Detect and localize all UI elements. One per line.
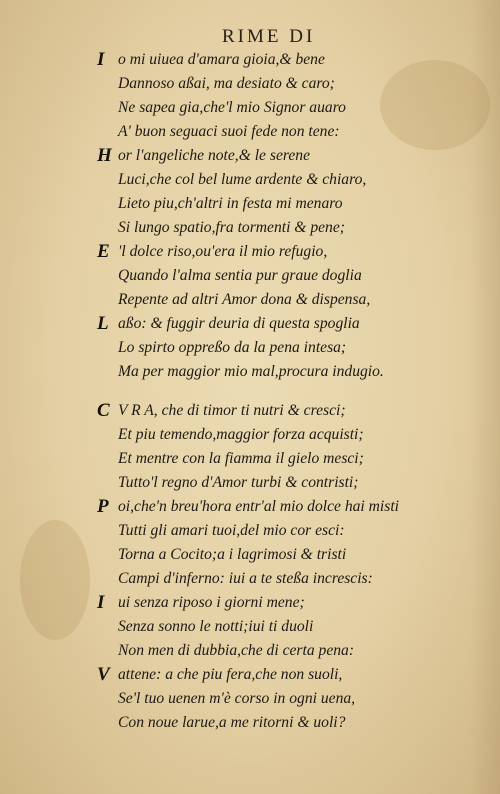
verse-line: o mi uiuea d'amara gioia,& bene	[118, 51, 325, 68]
stanza-initial: H	[97, 145, 112, 166]
verse-line: Senza sonno le notti;iui ti duoli	[118, 618, 314, 635]
verse-line: Si lungo spatio,fra tormenti & pene;	[118, 219, 345, 236]
verse-line: Ne sapea gia,che'l mio Signor auaro	[118, 99, 346, 116]
verse-line: Non men di dubbia,che di certa pena:	[118, 642, 355, 659]
stanza-initial: I	[97, 592, 105, 613]
verse-line: A' buon seguaci suoi fede non tene:	[118, 123, 340, 140]
verse-line: Tutti gli amari tuoi,del mio cor esci:	[118, 522, 345, 539]
stanza-initial: C	[97, 400, 110, 421]
verse-line: Et piu temendo,maggior forza acquisti;	[118, 426, 364, 443]
verse-line: Ma per maggior mio mal,procura indugio.	[118, 363, 384, 380]
verse-line: Con noue larue,a me ritorni & uoli?	[118, 714, 346, 731]
verse-line: or l'angeliche note,& le serene	[118, 147, 310, 164]
verse-line: Et mentre con la fiamma il gielo mesci;	[118, 450, 364, 467]
verse-line: Repente ad altri Amor dona & dispensa,	[118, 291, 371, 308]
verse-line: Campi d'inferno: iui a te steßa increscis:	[118, 570, 373, 587]
verse-line: ui senza riposo i giorni mene;	[118, 594, 305, 611]
verse-line: Lo spirto oppreßo da la pena intesa;	[118, 339, 347, 356]
verse-line: Luci,che col bel lume ardente & chiaro,	[118, 171, 367, 188]
stanza-initial: I	[97, 49, 105, 70]
verse-line: Tutto'l regno d'Amor turbi & contristi;	[118, 474, 359, 491]
stanza-initial: V	[97, 664, 110, 685]
stanza-initial: E	[97, 241, 110, 262]
verse-line: oi,che'n breu'hora entr'al mio dolce hai misti	[118, 498, 399, 515]
verse-line: aßo: & fuggir deuria di questa spoglia	[118, 315, 360, 332]
verse-line: Quando l'alma sentia pur graue doglia	[118, 267, 362, 284]
verse-line: Dannoso aßai, ma desiato & caro;	[118, 75, 335, 92]
stanza-initial: L	[97, 313, 109, 334]
verse-line: Se'l tuo uenen m'è corso in ogni uena,	[118, 690, 356, 707]
verse-line: attene: a che piu fera,che non suoli,	[118, 666, 343, 683]
verse-line: 'l dolce riso,ou'era il mio refugio,	[118, 243, 328, 260]
running-head: RIME DI	[222, 26, 316, 47]
verse-line: Lieto piu,ch'altri in festa mi menaro	[118, 195, 343, 212]
paper-stain	[20, 520, 90, 640]
page-edge-shadow	[470, 0, 500, 794]
verse-line: Torna a Cocito;a i lagrimosi & tristi	[118, 546, 347, 563]
verse-line: V R A, che di timor ti nutri & cresci;	[118, 402, 346, 419]
stanza-initial: P	[97, 496, 109, 517]
